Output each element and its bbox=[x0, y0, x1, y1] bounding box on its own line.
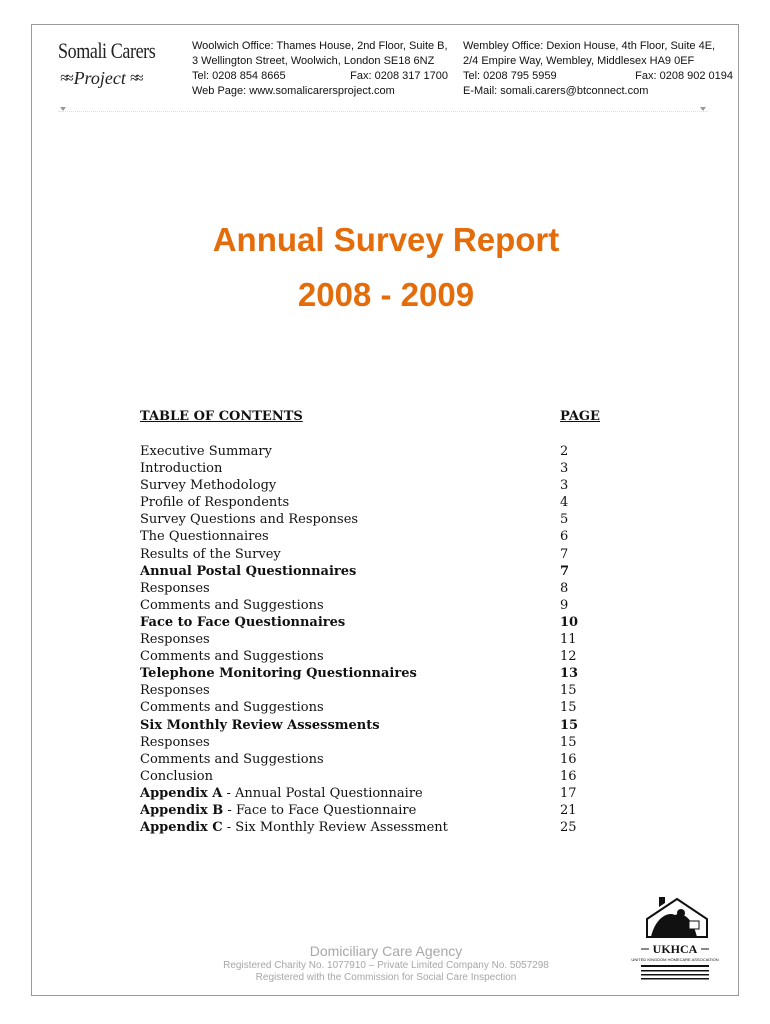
toc-entry-label: Introduction bbox=[140, 461, 223, 477]
toc-entry-label: Responses bbox=[140, 580, 210, 596]
toc-entry bbox=[140, 614, 610, 631]
woolwich-line2: 3 Wellington Street, Woolwich, London SE18 6NZ bbox=[192, 55, 435, 67]
toc-entry-label: Comments and Suggestions bbox=[140, 649, 324, 665]
toc-entry-page: 11 bbox=[560, 632, 577, 648]
toc-entry-label: Annual Postal Questionnaires bbox=[140, 563, 357, 579]
toc-rows bbox=[140, 443, 610, 836]
toc-entry-label: Executive Summary bbox=[140, 444, 272, 459]
toc-appendix-page: 25 bbox=[560, 820, 577, 836]
toc-entry bbox=[140, 460, 610, 477]
toc-entry-page: 6 bbox=[560, 529, 569, 545]
divider-marker-icon bbox=[60, 107, 66, 111]
toc-entry-page: 8 bbox=[560, 580, 569, 596]
toc-appendix-prefix: Appendix C bbox=[140, 820, 223, 836]
toc-appendix-title: - Face to Face Questionnaire bbox=[223, 802, 417, 818]
toc-entry bbox=[140, 665, 610, 682]
toc-entry-page: 16 bbox=[560, 751, 577, 767]
toc-entry-page: 3 bbox=[560, 461, 569, 477]
toc-entry-page: 7 bbox=[560, 563, 570, 579]
toc-entry bbox=[140, 494, 610, 511]
toc-entry-page: 7 bbox=[560, 546, 569, 562]
header-divider bbox=[58, 111, 708, 112]
toc-entry-page: 9 bbox=[560, 597, 569, 613]
toc-entry-label: Responses bbox=[140, 734, 210, 750]
toc-entry bbox=[140, 699, 610, 716]
toc-entry-page: 10 bbox=[560, 614, 579, 630]
toc-entry bbox=[140, 563, 610, 580]
logo-line2-text: Project bbox=[73, 68, 126, 88]
toc-appendix-title: - Six Monthly Review Assessment bbox=[222, 820, 448, 836]
toc-entry-page: 12 bbox=[560, 649, 577, 665]
toc-appendix-prefix: Appendix A bbox=[140, 785, 223, 801]
toc-entry-page: 16 bbox=[560, 768, 577, 784]
toc-entry-label: Face to Face Questionnaires bbox=[140, 614, 346, 630]
woolwich-fax: Fax: 0208 317 1700 bbox=[350, 70, 448, 82]
toc-entry-label: Comments and Suggestions bbox=[140, 700, 324, 716]
woolwich-line1: Woolwich Office: Thames House, 2nd Floor, Suite B, bbox=[192, 40, 448, 52]
wembley-line2: 2/4 Empire Way, Wembley, Middlesex HA9 0EF bbox=[463, 55, 695, 67]
badge-subtitle: UNITED KINGDOM HOMECARE ASSOCIATION bbox=[631, 957, 719, 962]
toc-entry-label: Six Monthly Review Assessments bbox=[140, 717, 380, 733]
toc-entry-label: Responses bbox=[140, 683, 210, 699]
toc-entry-label: Comments and Suggestions bbox=[140, 597, 324, 613]
toc-appendix-title: - Annual Postal Questionnaire bbox=[222, 785, 423, 801]
toc-entry bbox=[140, 682, 610, 699]
toc-header bbox=[140, 409, 610, 426]
table-of-contents bbox=[140, 409, 610, 836]
toc-entry-label: Results of the Survey bbox=[140, 546, 281, 562]
footer-registered: Registered with the Commission for Social Care Inspection bbox=[255, 972, 517, 983]
toc-entry-label: Comments and Suggestions bbox=[140, 751, 324, 767]
toc-entry-label: Telephone Monitoring Questionnaires bbox=[140, 666, 417, 682]
toc-entry-label: Profile of Respondents bbox=[140, 495, 290, 511]
woolwich-web: Web Page: www.somalicarersproject.com bbox=[192, 85, 395, 97]
wembley-email: E-Mail: somali.carers@btconnect.com bbox=[463, 85, 649, 97]
toc-entry bbox=[140, 546, 610, 563]
toc-entry bbox=[140, 648, 610, 665]
woolwich-phone-row bbox=[192, 69, 448, 84]
toc-entry-page: 15 bbox=[560, 734, 577, 750]
toc-appendix-label bbox=[140, 802, 560, 819]
toc-appendix-entry bbox=[140, 802, 610, 819]
toc-entry bbox=[140, 511, 610, 528]
toc-appendix-page: 21 bbox=[560, 802, 577, 818]
toc-entry bbox=[140, 597, 610, 614]
divider-marker-icon bbox=[700, 107, 706, 111]
toc-appendix-entry bbox=[140, 819, 610, 836]
toc-appendix-label bbox=[140, 785, 560, 802]
report-title: Annual Survey Report bbox=[212, 221, 560, 258]
wembley-phone-row bbox=[463, 69, 733, 84]
toc-entry-page: 2 bbox=[560, 444, 569, 459]
wembley-office-address bbox=[463, 39, 733, 99]
wembley-line1: Wembley Office: Dexion House, 4th Floor, Suite 4E, bbox=[463, 40, 716, 52]
toc-entry bbox=[140, 751, 610, 768]
toc-entry-page: 13 bbox=[560, 666, 579, 682]
woolwich-tel: Tel: 0208 854 8665 bbox=[192, 70, 286, 82]
toc-entry-label: Conclusion bbox=[140, 768, 213, 784]
toc-appendix-page: 17 bbox=[560, 785, 577, 801]
badge-name: UKHCA bbox=[652, 942, 698, 956]
toc-entry-label: Survey Methodology bbox=[140, 478, 277, 494]
footer-agency: Domiciliary Care Agency bbox=[309, 943, 463, 959]
toc-page-heading: PAGE bbox=[560, 409, 600, 424]
toc-entry bbox=[140, 768, 610, 785]
toc-entry bbox=[140, 717, 610, 734]
toc-entry-label: Responses bbox=[140, 632, 210, 648]
wembley-fax: Fax: 0208 902 0194 bbox=[635, 70, 733, 82]
toc-entry-page: 3 bbox=[560, 478, 569, 494]
toc-entry bbox=[140, 477, 610, 494]
toc-entry-page: 15 bbox=[560, 683, 577, 699]
toc-appendix-entry bbox=[140, 785, 610, 802]
toc-entry-page: 15 bbox=[560, 717, 579, 733]
woolwich-office-address bbox=[192, 39, 448, 99]
toc-entry-page: 15 bbox=[560, 700, 577, 716]
toc-entry bbox=[140, 734, 610, 751]
toc-entry bbox=[140, 580, 610, 597]
somali-carers-logo bbox=[58, 38, 168, 106]
toc-entry bbox=[140, 528, 610, 545]
toc-entry bbox=[140, 631, 610, 648]
toc-entry-page: 5 bbox=[560, 512, 569, 528]
wave-icon: ≈≈ bbox=[60, 69, 70, 87]
toc-entry-page: 4 bbox=[560, 495, 569, 511]
logo-line1: Somali Carers bbox=[58, 38, 156, 63]
toc-appendix-label bbox=[140, 819, 560, 836]
toc-entry bbox=[140, 443, 610, 460]
logo-line2 bbox=[60, 68, 168, 89]
toc-entry-label: The Questionnaires bbox=[140, 529, 269, 545]
footer-charity: Registered Charity No. 1077910 – Private Limited Company No. 5057298 bbox=[223, 960, 549, 971]
report-years: 2008 - 2009 bbox=[297, 276, 475, 313]
wave-icon: ≈≈ bbox=[129, 69, 140, 87]
toc-appendix-prefix: Appendix B bbox=[140, 802, 224, 818]
document-page bbox=[31, 24, 739, 996]
toc-heading: TABLE OF CONTENTS bbox=[140, 409, 303, 424]
toc-entry-label: Survey Questions and Responses bbox=[140, 512, 359, 528]
wembley-tel: Tel: 0208 795 5959 bbox=[463, 70, 557, 82]
ukhca-badge-icon bbox=[631, 889, 719, 984]
